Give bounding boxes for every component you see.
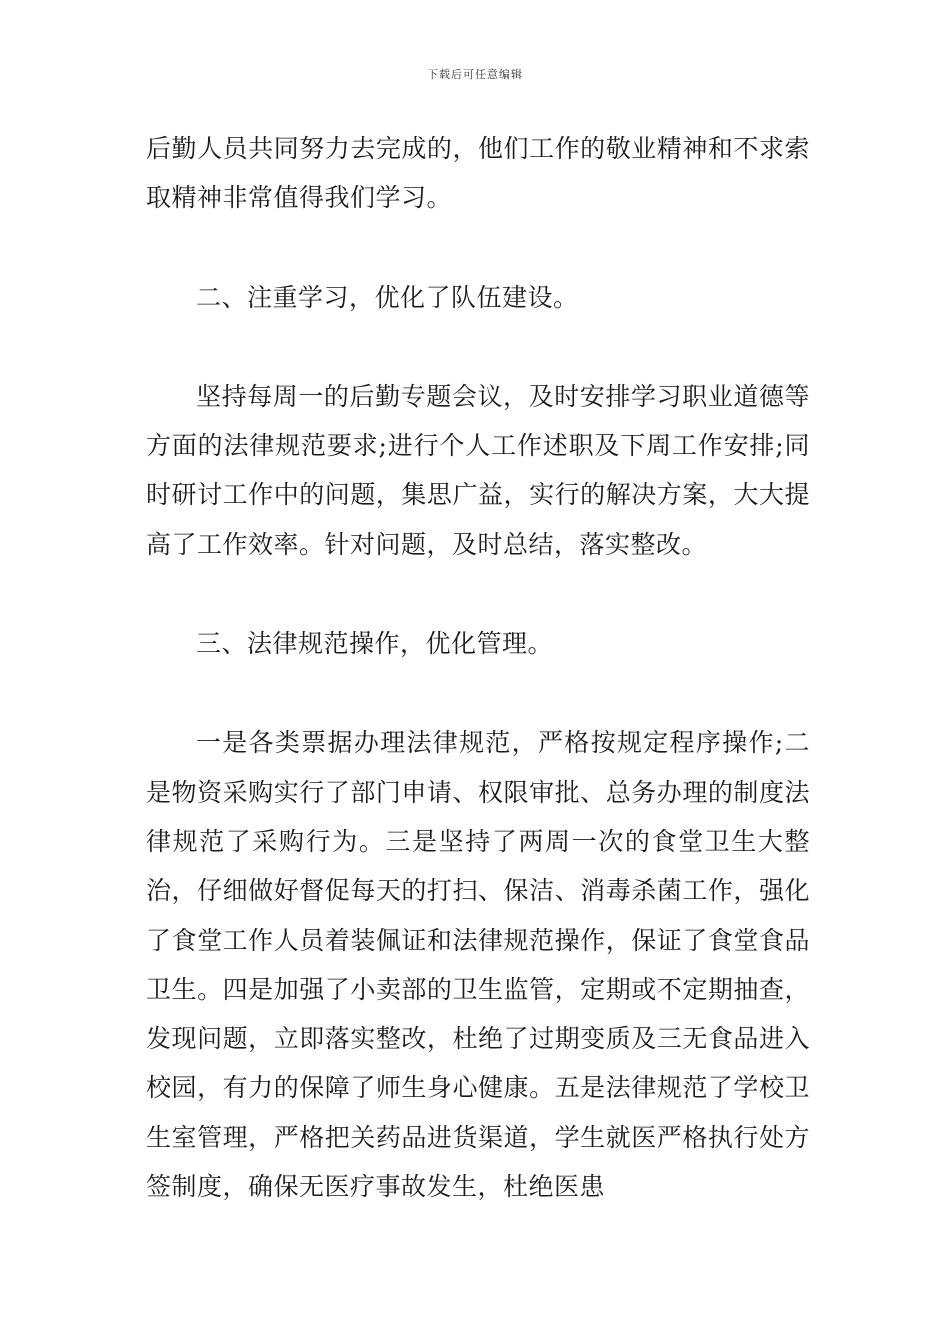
section-heading-2: 二、注重学习，优化了队伍建设。 [196,282,579,312]
document-body [146,124,810,1211]
header-note: 下载后可任意编辑 [427,68,523,81]
paragraph-gap [146,668,810,718]
paragraph-study: 坚持每周一的后勤专题会议，及时安排学习职业道德等方面的法律规范要求;进行个人工作述职及下周工作安排;同时研讨工作中的问题，集思广益，实行的解决方案，大大提高了工作效率。针对问题，及时总结，落实整改。 [146,381,810,559]
paragraph-continuation: 后勤人员共同努力去完成的，他们工作的敬业精神和不求索取精神非常值得我们学习。 [146,134,810,213]
paragraph-gap [146,223,810,273]
paragraph-gap [146,322,810,372]
paragraph-gap [146,569,810,619]
paragraph-management: 一是各类票据办理法律规范，严格按规定程序操作;二是物资采购实行了部门申请、权限审批、总务办理的制度法律规范了采购行为。三是坚持了两周一次的食堂卫生大整治，仔细做好督促每天的打扫、保洁、消毒杀菌工作，强化了食堂工作人员着装佩证和法律规范操作，保证了食堂食品卫生。四是加强了小卖部的卫生监管，定期或不定期抽查，发现问题，立即落实整改，杜绝了过期变质及三无食品进入校园，有力的保障了师生身心健康。五是法律规范了学校卫生室管理，严格把关药品进货渠道，学生就医严格执行处方签制度，确保无医疗事故发生，杜绝医患 [146,728,810,1202]
section-heading-3: 三、法律规范操作，优化管理。 [196,629,554,659]
